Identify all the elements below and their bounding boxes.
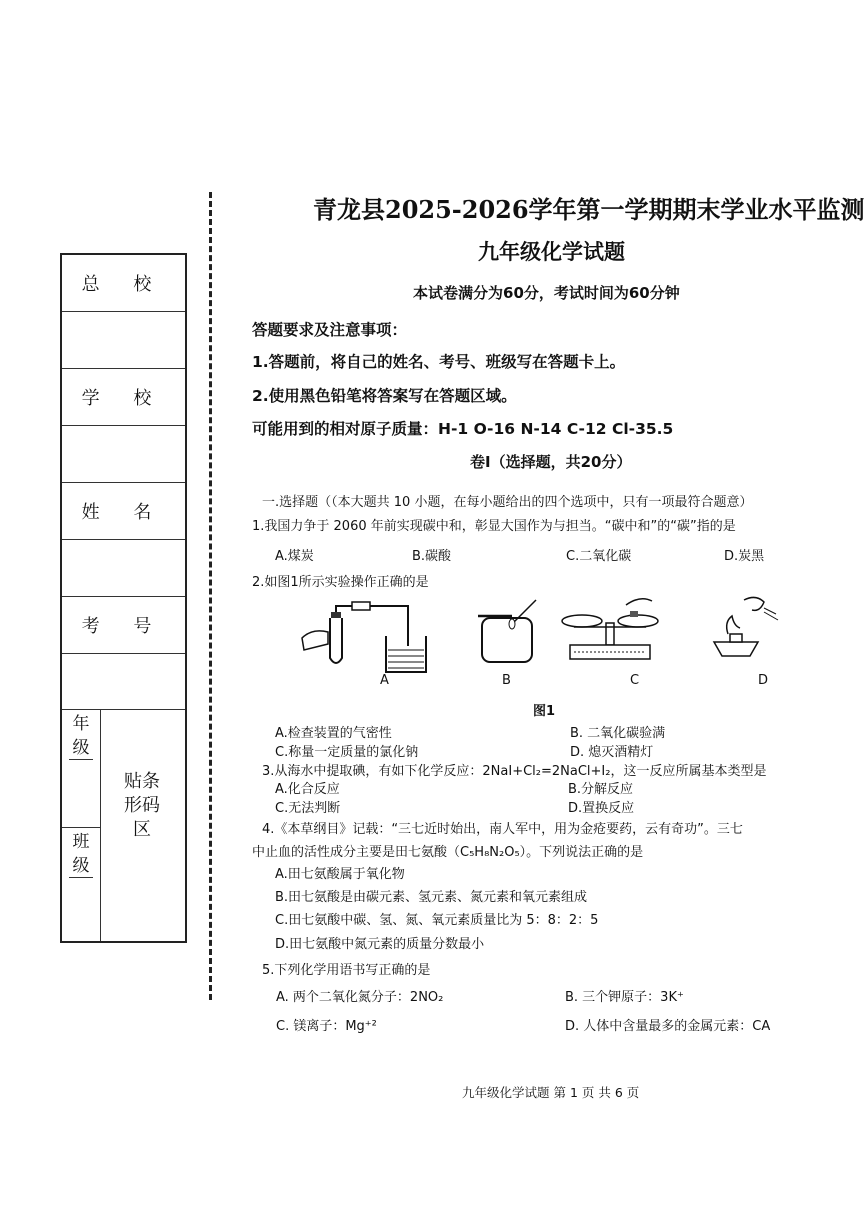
class-field[interactable] <box>62 878 100 941</box>
q1-stem: 1.我国力争于 2060 年前实现碳中和，彰显大国作为与担当。“碳中和”的“碳”指的是 <box>252 519 736 534</box>
exam-number-label: 考 号 <box>62 597 185 654</box>
figure-label-c: C <box>630 673 640 688</box>
part1-heading: 一.选择题（（本大题共 10 小题，在每小题给出的四个选项中，只有一项最符合题意） <box>262 495 753 510</box>
page-footer: 九年级化学试题 第 1 页 共 6 页 <box>462 1085 640 1100</box>
q3-option-a[interactable]: A.化合反应 <box>275 782 340 797</box>
school-district-label: 总 校 <box>62 255 185 312</box>
q5-option-d[interactable]: D. 人体中含量最多的金属元素：CA <box>565 1019 771 1034</box>
school-label: 学 校 <box>62 369 185 426</box>
q3-option-c[interactable]: C.无法判断 <box>275 801 341 816</box>
grade-label: 年级 <box>69 710 93 760</box>
q3-option-b[interactable]: B.分解反应 <box>568 782 634 797</box>
exam-number-field[interactable] <box>62 654 185 710</box>
figure-label-a: A <box>380 673 389 688</box>
q5-option-c[interactable]: C. 镁离子：Mg⁺² <box>276 1019 377 1034</box>
student-info-box <box>60 253 187 943</box>
q2-option-a[interactable]: A.检查装置的气密性 <box>275 726 392 741</box>
q3-option-d[interactable]: D.置换反应 <box>568 801 635 816</box>
q2-option-c[interactable]: C.称量一定质量的氯化钠 <box>275 745 419 760</box>
q5-option-a[interactable]: A. 两个二氧化氮分子：2NO₂ <box>276 990 444 1005</box>
q4-option-c[interactable]: C.田七氨酸中碳、氢、氮、氧元素质量比为 5：8：2：5 <box>275 913 599 928</box>
school-field[interactable] <box>62 426 185 483</box>
figure-c-balance-weighing <box>560 595 664 667</box>
q4-option-b[interactable]: B.田七氨酸是由碳元素、氢元素、氮元素和氧元素组成 <box>275 890 588 905</box>
barcode-label: 贴条形码区 <box>124 771 160 840</box>
q1-option-d[interactable]: D.炭黑 <box>724 549 765 564</box>
figure-label-d: D <box>758 673 769 688</box>
q1-option-b[interactable]: B.碳酸 <box>412 549 452 564</box>
school-district-field[interactable] <box>62 312 185 369</box>
q4-stem-line2: 中止血的活性成分主要是田七氨酸（C₅H₈N₂O₅）。下列说法正确的是 <box>252 845 644 860</box>
notes-heading: 答题要求及注意事项： <box>252 321 408 339</box>
exam-info: 本试卷满分为60分，考试时间为60分钟 <box>413 284 680 302</box>
binding-dashed-line <box>209 192 212 1000</box>
section-title: 卷Ⅰ（选择题，共20分） <box>470 453 632 471</box>
note-item-2: 2.使用黑色铅笔将答案写在答题区域。 <box>252 387 517 405</box>
q1-option-a[interactable]: A.煤炭 <box>275 549 314 564</box>
name-field[interactable] <box>62 540 185 597</box>
grade-field[interactable] <box>62 760 100 828</box>
note-item-1: 1.答题前，将自己的姓名、考号、班级写在答题卡上。 <box>252 353 626 371</box>
q4-option-d[interactable]: D.田七氨酸中氮元素的质量分数最小 <box>275 937 485 952</box>
figure-b-co2-check <box>474 598 546 668</box>
q4-stem-line1: 4.《本草纲目》记载：“三七近时始出，南人军中，用为金疮要药，云有奇功”。三七 <box>262 822 743 837</box>
figure-caption: 图1 <box>533 704 556 719</box>
q3-stem: 3.从海水中提取碘，有如下化学反应：2NaI+Cl₂=2NaCl+I₂，这一反应所属基本类型是 <box>262 764 767 779</box>
grade-class-column <box>62 710 101 941</box>
exam-subtitle: 九年级化学试题 <box>478 240 625 264</box>
q1-option-c[interactable]: C.二氧化碳 <box>566 549 632 564</box>
q2-option-d[interactable]: D. 熄灭酒精灯 <box>570 745 654 760</box>
figure-a-airtightness-check <box>298 598 430 678</box>
figure-d-alcohol-lamp <box>704 594 784 664</box>
atomic-masses: 可能用到的相对原子质量：H-1 O-16 N-14 C-12 Cl-35.5 <box>252 420 674 438</box>
exam-title: 青龙县2025-2026学年第一学期期末学业水平监测 <box>313 195 865 224</box>
barcode-area <box>62 710 185 941</box>
class-label: 班级 <box>69 828 93 878</box>
q2-stem: 2.如图1所示实验操作正确的是 <box>252 575 429 590</box>
figure-label-b: B <box>502 673 511 688</box>
q2-option-b[interactable]: B. 二氧化碳验满 <box>570 726 666 741</box>
name-label: 姓 名 <box>62 483 185 540</box>
q5-option-b[interactable]: B. 三个钾原子：3K⁺ <box>565 990 684 1005</box>
q5-stem: 5.下列化学用语书写正确的是 <box>262 963 431 978</box>
q4-option-a[interactable]: A.田七氨酸属于氧化物 <box>275 867 405 882</box>
